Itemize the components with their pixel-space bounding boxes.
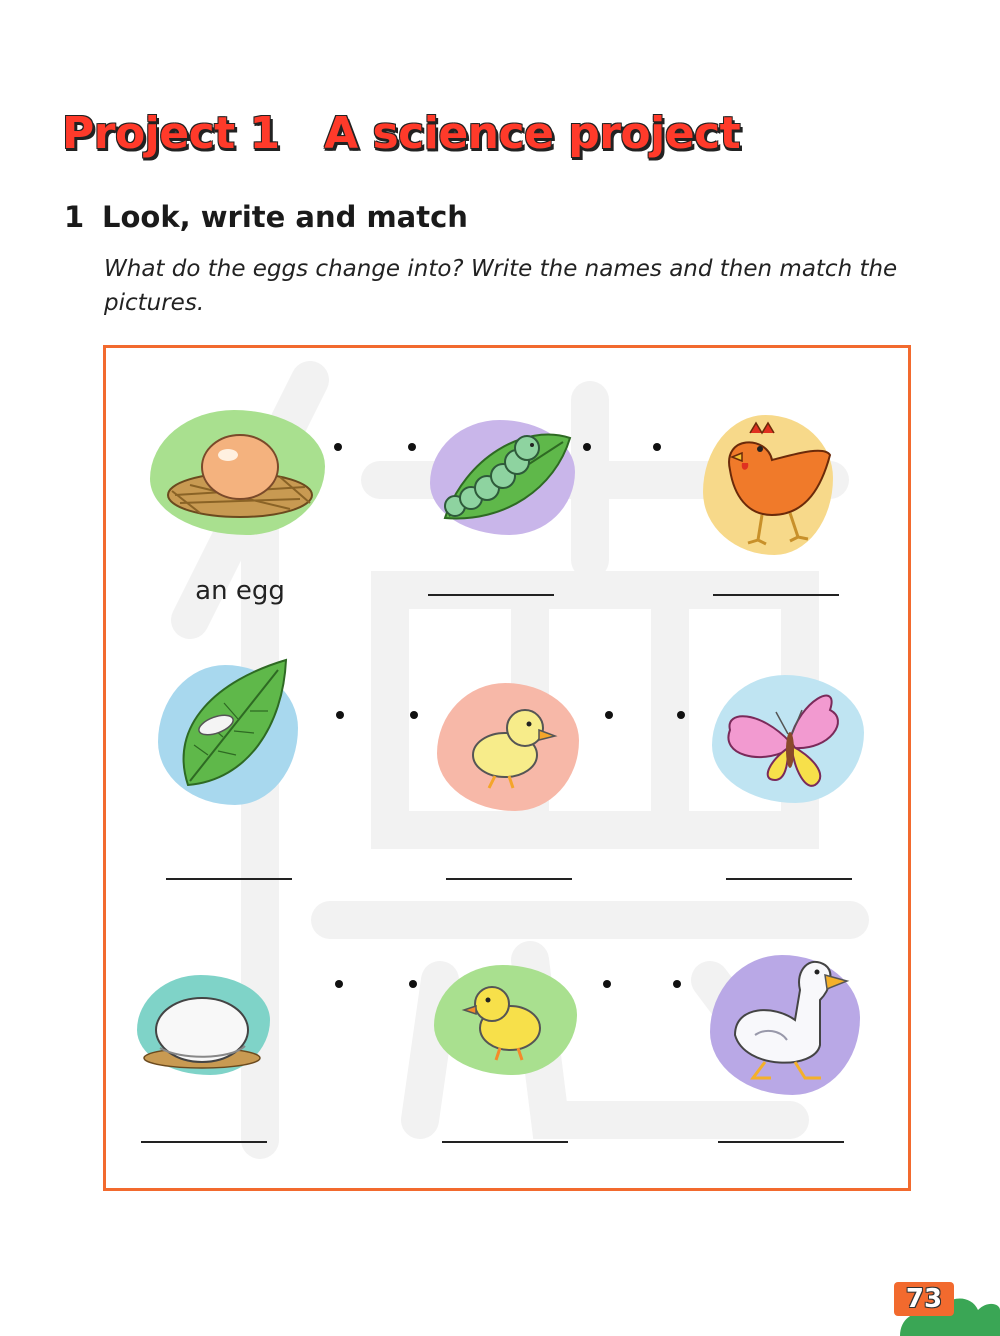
hen-icon bbox=[712, 415, 837, 550]
answer-line[interactable] bbox=[428, 594, 554, 596]
section-title: Look, write and match bbox=[102, 200, 468, 234]
match-dot[interactable] bbox=[410, 711, 418, 719]
duckling-icon bbox=[465, 700, 560, 795]
white-egg-icon bbox=[140, 988, 265, 1073]
match-dot[interactable] bbox=[603, 980, 611, 988]
instructions: What do the eggs change into? Write the names and then match the pictures. bbox=[104, 256, 898, 316]
section-heading bbox=[64, 200, 468, 234]
caterpillar-on-leaf-icon bbox=[435, 418, 575, 533]
section-number: 1 bbox=[64, 200, 85, 234]
answer-line[interactable] bbox=[713, 594, 839, 596]
match-dot[interactable] bbox=[408, 443, 416, 451]
page-number: 73 bbox=[894, 1282, 954, 1316]
answer-line[interactable] bbox=[718, 1141, 844, 1143]
page-title: Project 1 A science project bbox=[62, 108, 741, 159]
page-footer bbox=[880, 1270, 1000, 1336]
match-dot[interactable] bbox=[334, 443, 342, 451]
match-dot[interactable] bbox=[583, 443, 591, 451]
match-dot[interactable] bbox=[653, 443, 661, 451]
butterfly-icon bbox=[720, 680, 860, 800]
match-dot[interactable] bbox=[605, 711, 613, 719]
match-dot[interactable] bbox=[677, 711, 685, 719]
picture-label: an egg bbox=[195, 576, 285, 606]
cocoon-on-leaf-icon bbox=[168, 655, 293, 795]
answer-line[interactable] bbox=[141, 1141, 267, 1143]
match-dot[interactable] bbox=[336, 711, 344, 719]
answer-line[interactable] bbox=[446, 878, 572, 880]
egg-in-nest-icon bbox=[160, 425, 320, 525]
answer-line[interactable] bbox=[442, 1141, 568, 1143]
match-dot[interactable] bbox=[409, 980, 417, 988]
answer-line[interactable] bbox=[726, 878, 852, 880]
match-dot[interactable] bbox=[673, 980, 681, 988]
duck-icon bbox=[725, 950, 850, 1090]
match-dot[interactable] bbox=[335, 980, 343, 988]
chick-icon bbox=[460, 978, 555, 1063]
answer-line[interactable] bbox=[166, 878, 292, 880]
